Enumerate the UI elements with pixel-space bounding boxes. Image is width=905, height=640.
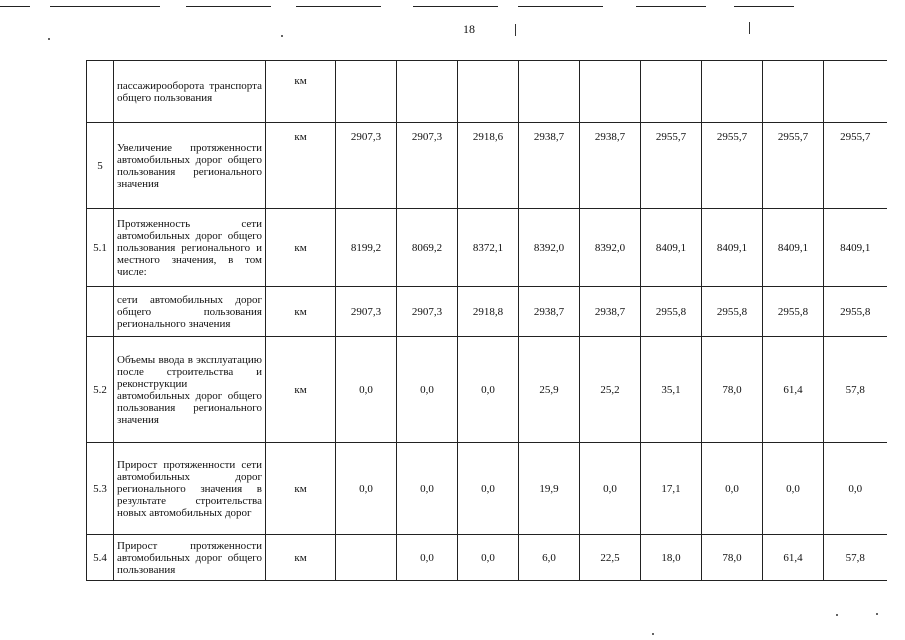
value-cell: 61,4 — [763, 337, 824, 443]
value-cell: 17,1 — [641, 443, 702, 535]
value-cell: 0,0 — [458, 535, 519, 581]
scan-mark — [48, 38, 50, 40]
value-cell: 57,8 — [824, 337, 887, 443]
row-number: 5.1 — [87, 209, 114, 287]
header-rule — [50, 6, 160, 7]
table-row — [87, 123, 887, 209]
value-cell: 19,9 — [519, 443, 580, 535]
unit: км — [266, 337, 336, 443]
value-cell: 2907,3 — [336, 123, 397, 209]
value-cell: 2907,3 — [397, 287, 458, 337]
row-number: 5.2 — [87, 337, 114, 443]
unit: км — [266, 61, 336, 123]
value-cell: 8392,0 — [519, 209, 580, 287]
unit: км — [266, 535, 336, 581]
unit: км — [266, 123, 336, 209]
value-cell: 0,0 — [702, 443, 763, 535]
value-cell: 0,0 — [824, 443, 887, 535]
table-row — [87, 61, 887, 123]
value-cell — [458, 61, 519, 123]
value-cell: 78,0 — [702, 535, 763, 581]
value-cell: 8409,1 — [641, 209, 702, 287]
indicator-name: пассажирооборота транспорта общего пользования — [114, 61, 266, 123]
value-cell: 0,0 — [336, 337, 397, 443]
indicator-name: Прирост протяженности сети автомобильных дорог регионального значения в результате строительства новых автомобильных дорог — [114, 443, 266, 535]
value-cell: 2955,8 — [824, 287, 887, 337]
header-rule — [518, 6, 603, 7]
value-cell — [519, 61, 580, 123]
value-cell: 0,0 — [397, 337, 458, 443]
value-cell — [397, 61, 458, 123]
value-cell: 2938,7 — [519, 287, 580, 337]
value-cell: 8409,1 — [702, 209, 763, 287]
value-cell: 0,0 — [763, 443, 824, 535]
value-cell: 8409,1 — [763, 209, 824, 287]
header-rule — [296, 6, 381, 7]
indicator-name: Протяженность сети автомобильных дорог общего пользования регионального и местного значения, в том числе: — [114, 209, 266, 287]
value-cell: 18,0 — [641, 535, 702, 581]
header-rule — [186, 6, 271, 7]
row-number — [87, 61, 114, 123]
indicators-table — [86, 60, 887, 581]
value-cell: 61,4 — [763, 535, 824, 581]
value-cell: 8372,1 — [458, 209, 519, 287]
value-cell: 25,9 — [519, 337, 580, 443]
row-number — [87, 287, 114, 337]
value-cell: 2955,7 — [641, 123, 702, 209]
value-cell: 0,0 — [458, 443, 519, 535]
value-cell: 8392,0 — [580, 209, 641, 287]
value-cell — [336, 61, 397, 123]
value-cell: 22,5 — [580, 535, 641, 581]
header-rule — [636, 6, 706, 7]
table-row — [87, 535, 887, 581]
value-cell: 2955,8 — [763, 287, 824, 337]
value-cell: 8069,2 — [397, 209, 458, 287]
value-cell: 2938,7 — [519, 123, 580, 209]
value-cell: 8409,1 — [824, 209, 887, 287]
row-number: 5.4 — [87, 535, 114, 581]
header-rule — [734, 6, 794, 7]
table-row — [87, 337, 887, 443]
value-cell: 2938,7 — [580, 287, 641, 337]
scan-mark — [876, 613, 878, 615]
value-cell: 2907,3 — [336, 287, 397, 337]
scan-mark — [652, 633, 654, 635]
indicator-name: Объемы ввода в эксплуатацию после строительства и реконструкции автомобильных дорог общего пользования регионального значения — [114, 337, 266, 443]
unit: км — [266, 209, 336, 287]
value-cell — [641, 61, 702, 123]
scan-mark — [515, 24, 516, 36]
page-number: 18 — [463, 22, 475, 36]
value-cell — [702, 61, 763, 123]
scan-mark — [749, 22, 750, 34]
row-number: 5 — [87, 123, 114, 209]
value-cell — [336, 535, 397, 581]
header-rule — [0, 6, 30, 7]
value-cell — [824, 61, 887, 123]
value-cell: 0,0 — [397, 535, 458, 581]
indicator-name: Прирост протяженности автомобильных дорог общего пользования — [114, 535, 266, 581]
value-cell: 6,0 — [519, 535, 580, 581]
value-cell: 2955,7 — [763, 123, 824, 209]
unit: км — [266, 443, 336, 535]
scan-mark — [836, 614, 838, 616]
header-rule — [413, 6, 498, 7]
value-cell: 2918,8 — [458, 287, 519, 337]
value-cell: 2918,6 — [458, 123, 519, 209]
value-cell: 35,1 — [641, 337, 702, 443]
scan-mark — [281, 35, 283, 37]
value-cell: 0,0 — [336, 443, 397, 535]
value-cell: 8199,2 — [336, 209, 397, 287]
value-cell: 2938,7 — [580, 123, 641, 209]
value-cell: 2955,7 — [702, 123, 763, 209]
value-cell: 2955,8 — [641, 287, 702, 337]
value-cell: 0,0 — [397, 443, 458, 535]
value-cell: 57,8 — [824, 535, 887, 581]
value-cell: 0,0 — [458, 337, 519, 443]
value-cell: 2955,7 — [824, 123, 887, 209]
value-cell — [763, 61, 824, 123]
value-cell: 2907,3 — [397, 123, 458, 209]
value-cell: 25,2 — [580, 337, 641, 443]
row-number: 5.3 — [87, 443, 114, 535]
value-cell: 0,0 — [580, 443, 641, 535]
indicator-name: Увеличение протяженности автомобильных дорог общего пользования регионального значения — [114, 123, 266, 209]
value-cell — [580, 61, 641, 123]
value-cell: 2955,8 — [702, 287, 763, 337]
table-row — [87, 443, 887, 535]
indicator-name: сети автомобильных дорог общего пользования регионального значения — [114, 287, 266, 337]
value-cell: 78,0 — [702, 337, 763, 443]
unit: км — [266, 287, 336, 337]
table-row — [87, 209, 887, 287]
table-row — [87, 287, 887, 337]
